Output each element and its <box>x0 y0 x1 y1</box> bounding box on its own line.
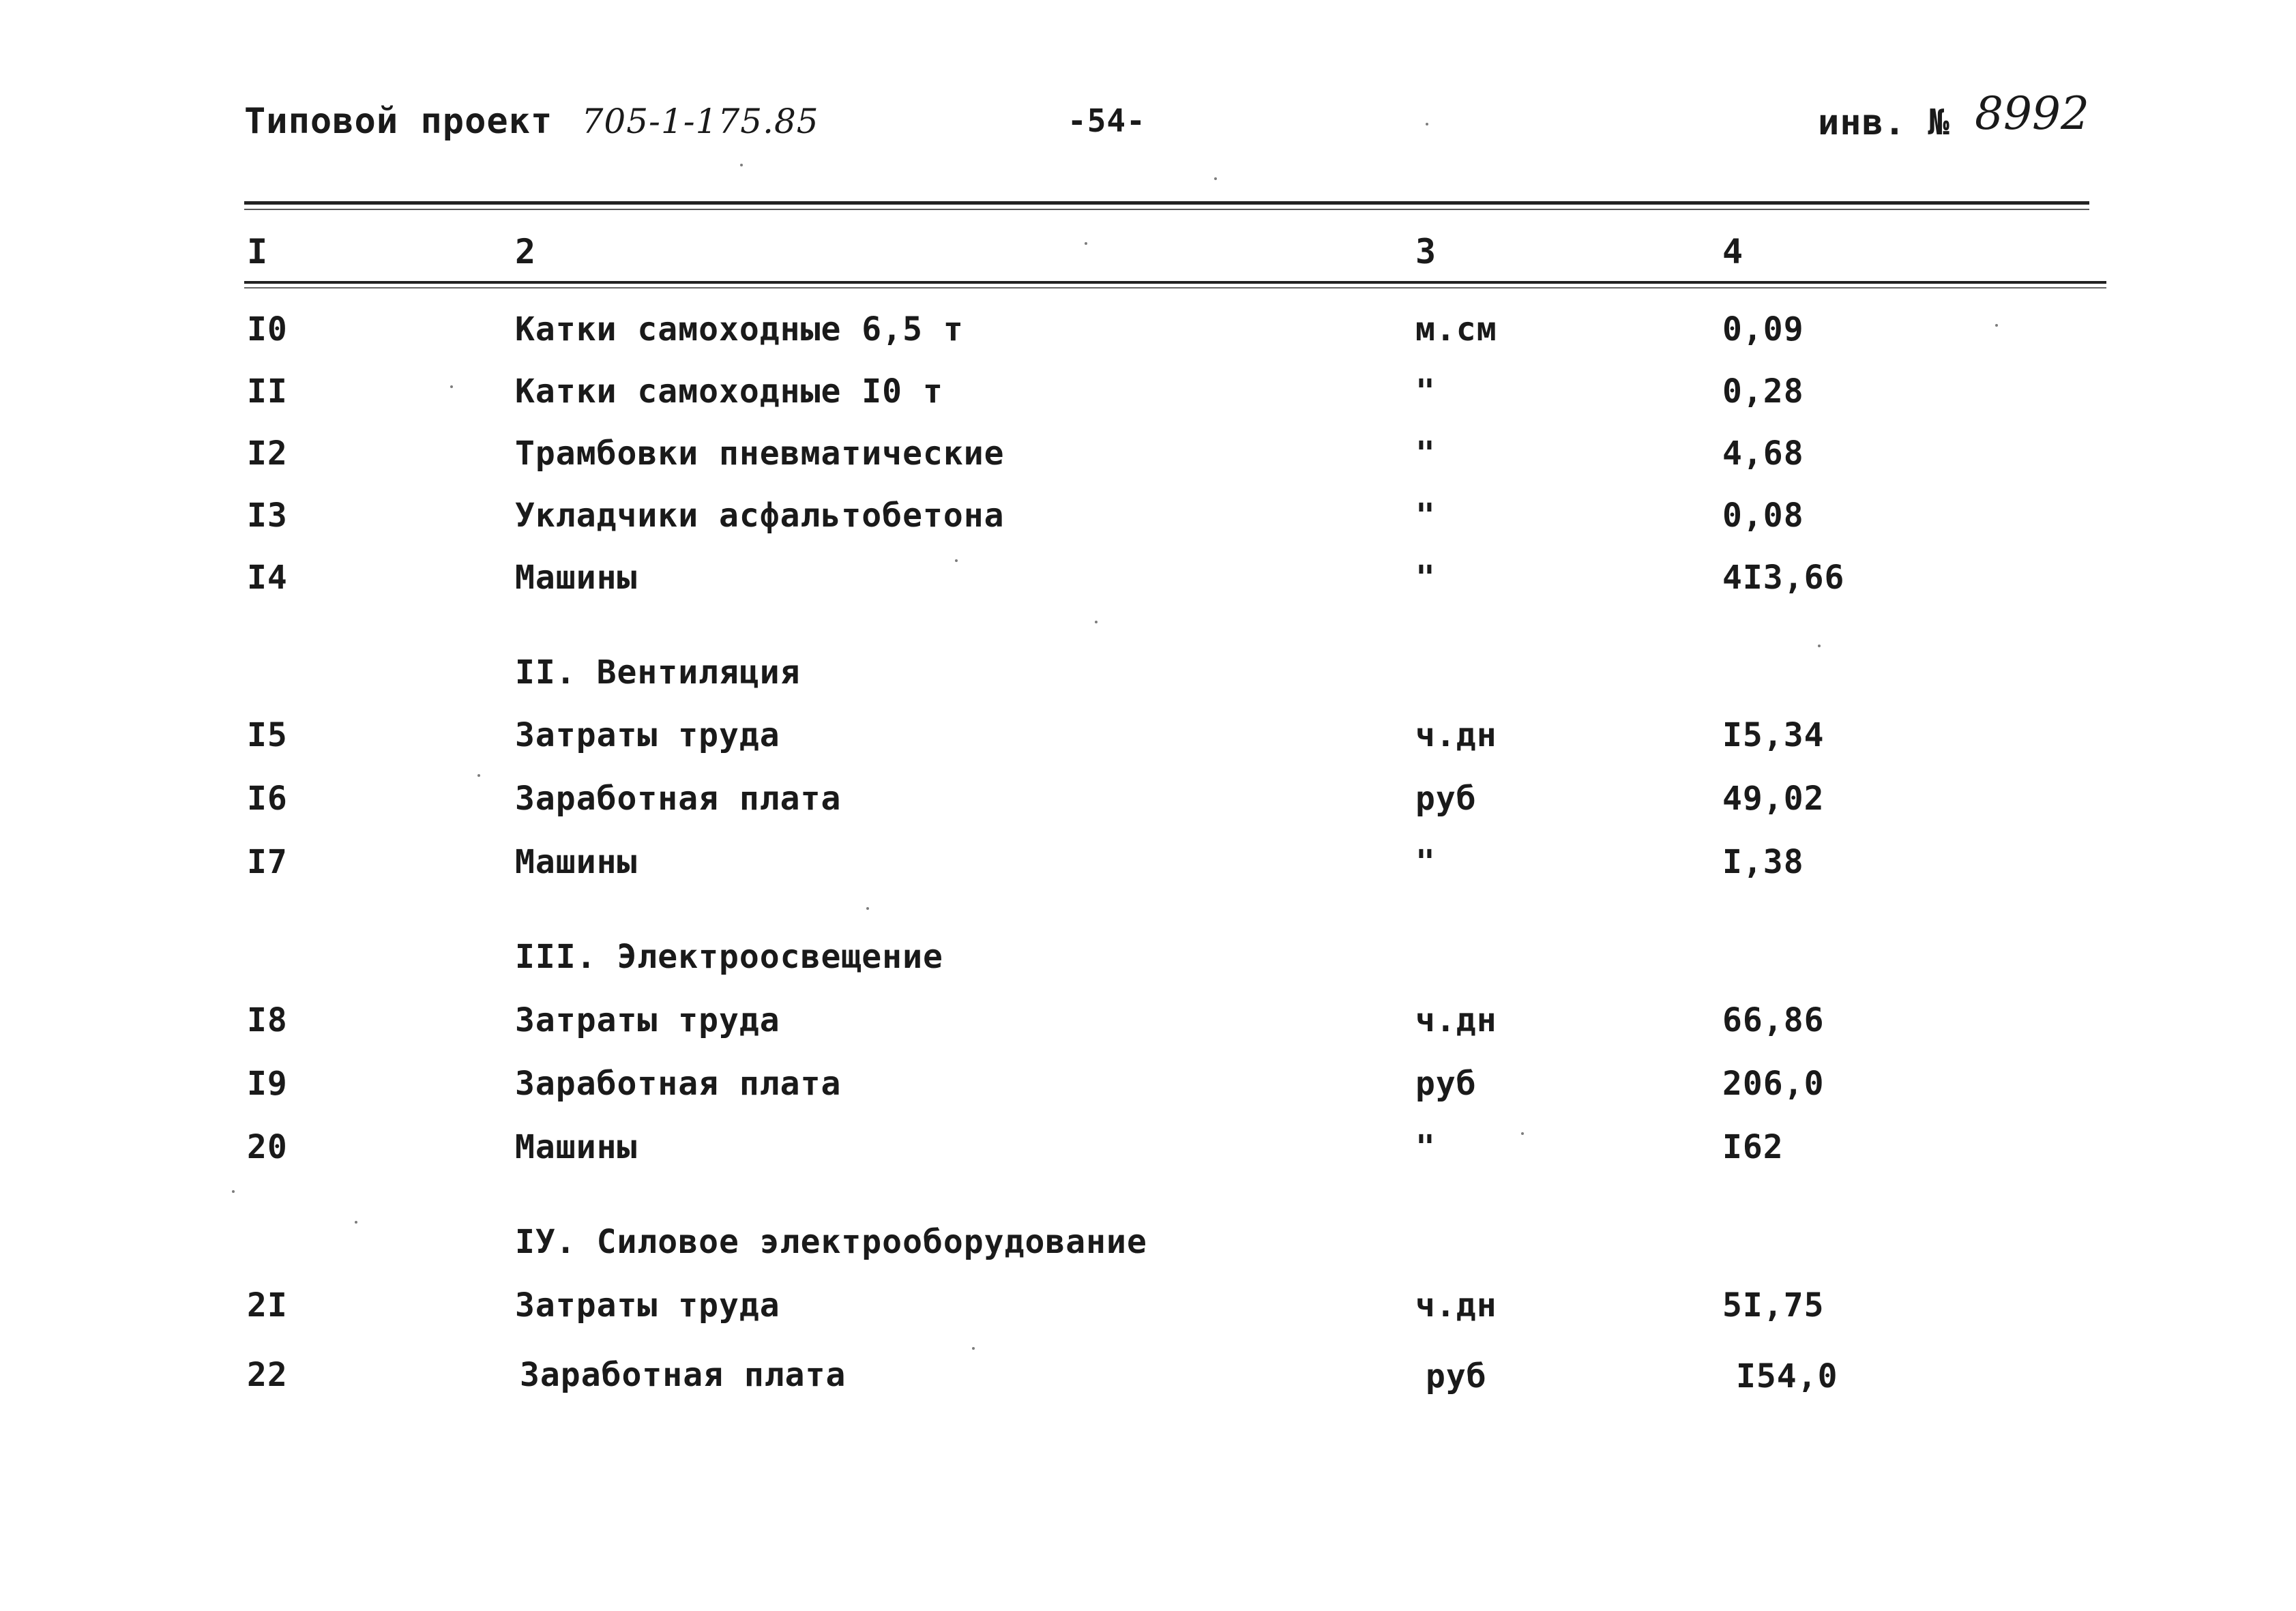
scan-speck <box>355 1221 357 1224</box>
row-unit: " <box>1415 434 1436 473</box>
column-header-1: I <box>247 232 269 271</box>
row-name: Заработная плата <box>515 1065 842 1103</box>
row-name: Машины <box>515 1128 638 1166</box>
row-unit: руб <box>1415 780 1477 818</box>
row-value: 0,28 <box>1722 372 1804 411</box>
row-value: 4,68 <box>1722 434 1804 473</box>
row-value: 49,02 <box>1722 780 1825 818</box>
scan-speck <box>972 1347 975 1350</box>
column-header-2: 2 <box>515 232 537 271</box>
row-unit: м.см <box>1415 310 1497 349</box>
row-name: Затраты труда <box>515 1286 780 1325</box>
row-unit: " <box>1415 1128 1436 1166</box>
row-value: 5I,75 <box>1722 1286 1825 1325</box>
row-unit: руб <box>1426 1357 1487 1395</box>
row-value: I,38 <box>1722 843 1804 881</box>
row-number: 20 <box>247 1128 288 1166</box>
scan-speck <box>1426 123 1428 125</box>
section-title-power-equipment: IУ. Силовое электрооборудование <box>515 1223 1147 1261</box>
row-unit: ч.дн <box>1415 1001 1497 1039</box>
row-number: I9 <box>247 1065 288 1103</box>
row-name: Заработная плата <box>515 780 842 818</box>
scan-speck <box>866 907 869 910</box>
scan-speck <box>450 385 453 388</box>
row-unit: " <box>1415 559 1436 597</box>
row-name: Затраты труда <box>515 716 780 754</box>
table-header-rule <box>244 281 2106 284</box>
row-name: Машины <box>515 559 638 597</box>
inventory-label: инв. № <box>1818 102 1950 143</box>
row-value: 0,09 <box>1722 310 1804 349</box>
project-title-prefix: Типовой проект <box>244 101 553 142</box>
table-top-rule <box>244 201 2089 205</box>
table-header-rule-thin <box>244 287 2106 289</box>
scan-speck <box>1995 324 1998 327</box>
row-number: I0 <box>247 310 288 349</box>
row-name: Укладчики асфальтобетона <box>515 497 1005 535</box>
table-top-rule-thin <box>244 209 2089 210</box>
row-name: Заработная плата <box>520 1356 847 1394</box>
scan-speck <box>1521 1132 1524 1135</box>
row-value: 0,08 <box>1722 497 1804 535</box>
row-name: Катки самоходные I0 т <box>515 372 943 411</box>
column-header-4: 4 <box>1722 232 1744 271</box>
row-name: Затраты труда <box>515 1001 780 1039</box>
row-value: 206,0 <box>1722 1065 1825 1103</box>
scan-speck <box>1818 645 1821 647</box>
column-header-3: 3 <box>1415 232 1437 271</box>
row-unit: " <box>1415 497 1436 535</box>
row-name: Машины <box>515 843 638 881</box>
row-value: I54,0 <box>1736 1357 1838 1395</box>
row-number: I8 <box>247 1001 288 1039</box>
row-number: I3 <box>247 497 288 535</box>
row-number: I5 <box>247 716 288 754</box>
section-title-ventilation: II. Вентиляция <box>515 653 801 692</box>
scan-speck <box>1085 242 1087 245</box>
row-number: I2 <box>247 434 288 473</box>
row-unit: ч.дн <box>1415 716 1497 754</box>
scan-speck <box>955 559 958 562</box>
row-number: II <box>247 372 288 411</box>
row-value: I62 <box>1722 1128 1784 1166</box>
inventory-number: 8992 <box>1975 87 2089 140</box>
row-unit: ч.дн <box>1415 1286 1497 1325</box>
scan-speck <box>1214 177 1217 180</box>
row-number: 2I <box>247 1286 288 1325</box>
row-unit: " <box>1415 372 1436 411</box>
row-unit: " <box>1415 843 1436 881</box>
row-number: I4 <box>247 559 288 597</box>
row-value: 4I3,66 <box>1722 559 1845 597</box>
row-unit: руб <box>1415 1065 1477 1103</box>
project-number: 705-1-175.85 <box>581 102 819 141</box>
section-title-lighting: III. Электроосвещение <box>515 938 943 976</box>
row-name: Катки самоходные 6,5 т <box>515 310 964 349</box>
row-number: I7 <box>247 843 288 881</box>
scan-speck <box>740 164 743 166</box>
scan-speck <box>1095 621 1098 623</box>
page-number: -54- <box>1068 102 1146 139</box>
row-value: I5,34 <box>1722 716 1825 754</box>
row-name: Трамбовки пневматические <box>515 434 1005 473</box>
row-value: 66,86 <box>1722 1001 1825 1039</box>
scan-speck <box>232 1190 235 1193</box>
project-title <box>244 101 819 142</box>
scan-speck <box>477 774 480 777</box>
row-number: I6 <box>247 780 288 818</box>
row-number: 22 <box>247 1356 288 1394</box>
